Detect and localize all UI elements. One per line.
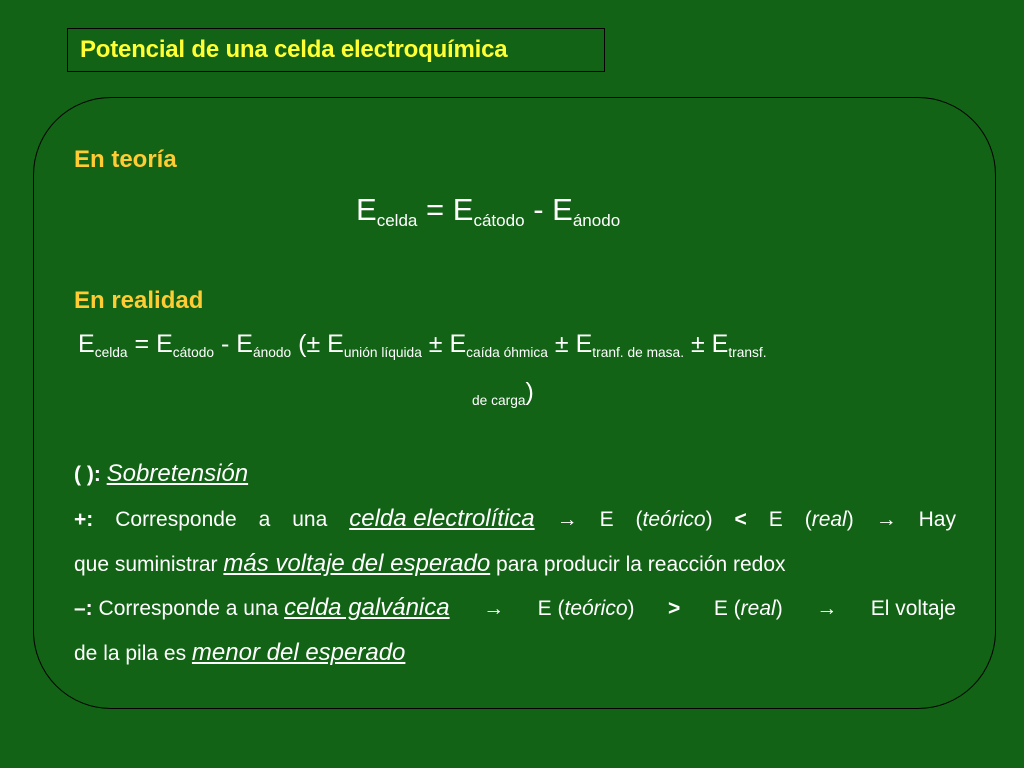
- theory-heading: En teoría: [74, 146, 177, 173]
- galvanic-cell-term: celda galvánica: [284, 594, 450, 621]
- overpotential-line: ( ): Sobretensión: [74, 460, 249, 487]
- electrolytic-cell-term: celda electrolítica: [349, 505, 535, 532]
- arrow-icon: →: [556, 508, 578, 531]
- theory-formula: $E_{celda} = E_{cátodo} - E_{ánodo}$: [356, 192, 621, 230]
- reality-formula: $E_{celda} = E_{cátodo} - E_{ánodo}$ (± $E_{unión líquida} \pm E_{caída óhmica} \pm E_{tranf. de masa.} \pm E_{transf.}$: [78, 330, 767, 360]
- more-voltage-term: más voltaje del esperado: [223, 550, 491, 577]
- plus-line-1: +: Corresponde a una celda electrolítica → E (teórico) < E (real) → Hay: [74, 505, 956, 532]
- arrow-icon: →: [816, 597, 838, 620]
- less-than-expected-term: menor del esperado: [191, 639, 406, 666]
- arrow-icon: →: [483, 597, 505, 620]
- reality-formula-cont: $_{de carga}$): [472, 378, 534, 408]
- plus-line-2: que suministrar más voltaje del esperado para producir la reacción redox: [74, 550, 786, 577]
- minus-line-1: –: Corresponde a una celda galvánica → E (teórico) > E (real) → El voltaje: [74, 594, 956, 621]
- minus-line-2: de la pila es menor del esperado: [74, 639, 406, 666]
- slide-title: Potencial de una celda electroquímica: [67, 28, 605, 72]
- arrow-icon: →: [875, 508, 897, 531]
- reality-heading: En realidad: [74, 287, 204, 314]
- sobretension-term: Sobretensión: [106, 460, 249, 487]
